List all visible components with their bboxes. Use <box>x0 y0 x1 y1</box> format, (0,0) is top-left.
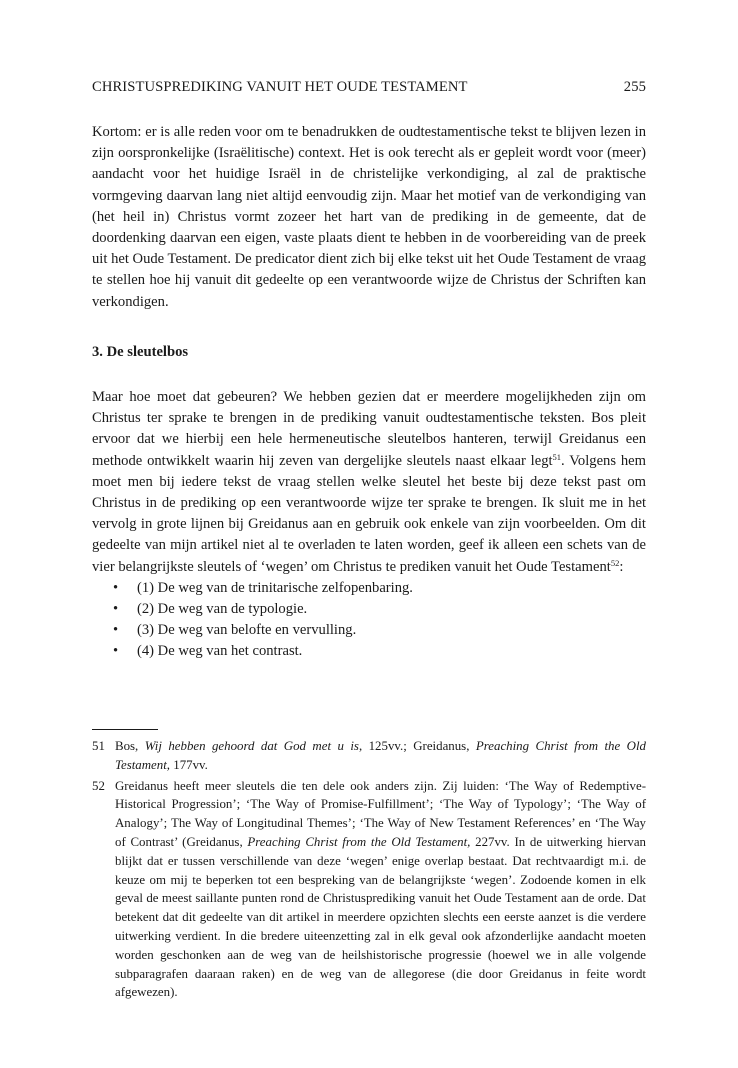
footnote-text: 177vv. <box>170 757 208 772</box>
bullet-icon: • <box>113 643 119 660</box>
bullet-icon: • <box>113 579 119 596</box>
list-item-text: (3) De weg van belofte en vervulling. <box>137 622 357 639</box>
list-item <box>113 641 646 662</box>
bullet-icon: • <box>113 622 119 639</box>
running-title: CHRISTUSPREDIKING VANUIT HET OUDE TESTAMENT <box>92 79 468 95</box>
list-item <box>113 620 646 641</box>
footnote-text: Greidanus heeft meer sleutels die ten dele ook anders zijn. Zij luiden: ‘The Way of Redemptive-Historical Progression’; ‘The Way of Promise-Fulfillment’; ‘The Way of Typology’; ‘The Way of Analogy’; The Way of Longitudinal Themes’; ‘The Way of New Testament References’ en ‘The Way of Contrast’ (Greidanus, <box>115 778 646 849</box>
list-item-text: (2) De weg van de typologie. <box>137 601 308 618</box>
footnote-divider <box>92 729 158 730</box>
section-heading: 3. De sleutelbos <box>92 344 189 360</box>
footnote-52 <box>92 777 646 1003</box>
running-header <box>92 79 646 99</box>
footnotes <box>92 737 646 1004</box>
paragraph-intro-text: Kortom: er is alle reden voor om te benadrukken de oudtestamentische tekst te blijven lezen in zijn oorspronkelijke (Israëlitische) context. Het is ook terecht als er gepleit wordt voor (meer) aandacht voor het huidige Israël in de christelijke verkondiging, al zal de praktische vormgeving daarvan lang niet altijd eenvoudig zijn. Maar het motief van de verkondiging van (het heil in) Christus vormt zozeer het hart van de prediking in de gemeente, dat de doordenking daarvan een eigen, vaste plaats dient te hebben in de voorbereiding van de preek uit het Oude Testament. De predicator dient zich bij elke tekst uit het Oude Testament de vraag te stellen hoe hij vanuit dit gedeelte op een verantwoorde wijze de Christus der Schriften kan verkondigen. <box>92 124 646 310</box>
list-item <box>113 599 646 620</box>
footnote-italic-title: Preaching Christ from the Old Testament, <box>247 834 471 849</box>
footnote-text: , 125vv.; Greidanus, <box>358 739 476 753</box>
footnote-text: Bos, <box>115 739 145 753</box>
paragraph-sleutelbos <box>92 387 646 663</box>
page-number: 255 <box>623 79 646 95</box>
paragraph-text-part3: : <box>619 558 624 575</box>
paragraph-intro <box>92 122 646 313</box>
footnote-number: 51 <box>92 739 105 753</box>
bullet-icon: • <box>113 601 119 618</box>
footnote-italic-title: Preaching Christ from the Old Testament, <box>115 739 646 772</box>
list-item-text: (1) De weg van de trinitarische zelfopenbaring. <box>137 579 413 596</box>
list-item-text: (4) De weg van het contrast. <box>137 643 303 660</box>
footnote-text: 227vv. In de uitwerking hiervan blijkt dat er tussen verschillende van deze ‘wegen’ enige overlap bestaat. Dat rechtvaardigt m.i. de keuze om mij te beperken tot een bespreking van de belangrijkste ‘wegen’. Zodoende komen in elk geval de meest saillante punten rond de Christusprediking vanuit het Oude Testament aan de orde. Dat betekent dat dit gedeelte van dit artikel in meerdere opzichten slechts een eerste aanzet is die verdere uitwerking verdient. In die bredere uiteenzetting zal in elk geval ook afzonderlijke aandacht moeten worden geschonken aan de weg van de heilshistorische progressie (hoewel we in alle volgende subparagrafen daaraan raken) en de weg van de allegorese (die door Greidanus in feite wordt afgewezen). <box>115 834 646 1000</box>
paragraph-text-part2: . Volgens hem moet men bij iedere tekst de vraag stellen welke sleutel het beste bij deze tekst past om Christus in de prediking op een verantwoorde wijze ter sprake te brengen. Ik sluit me in het vervolg in grote lijnen bij Greidanus aan en gebruik ook enkele van zijn voorbeelden. Om dit gedeelte van mijn artikel niet al te overladen te laten worden, geef ik alleen een schets van de vier belangrijkste sleutels of ‘wegen’ om Christus te prediken vanuit het Oude Testament <box>92 452 646 575</box>
footnote-51 <box>92 737 646 775</box>
footnote-ref-51[interactable]: 51 <box>552 451 562 462</box>
footnote-number: 52 <box>92 778 105 793</box>
footnote-ref-52[interactable]: 52 <box>610 557 620 568</box>
paragraph-sleutelbos-text <box>92 387 646 578</box>
list-item <box>113 578 646 599</box>
footnote-italic-title: Wij hebben gehoord dat God met u is <box>144 739 359 753</box>
ways-list <box>92 578 646 663</box>
paragraph-text-part1: Maar hoe moet dat gebeuren? We hebben gezien dat er meerdere mogelijkheden zijn om Christus ter sprake te brengen in de prediking vanuit oudtestamentische teksten. Bos pleit ervoor dat we hierbij een hele hermeneutische sleutelbos hanteren, terwijl Greidanus een methode ontwikkelt waarin hij zeven van dergelijke sleutels naast elkaar legt <box>92 389 646 469</box>
